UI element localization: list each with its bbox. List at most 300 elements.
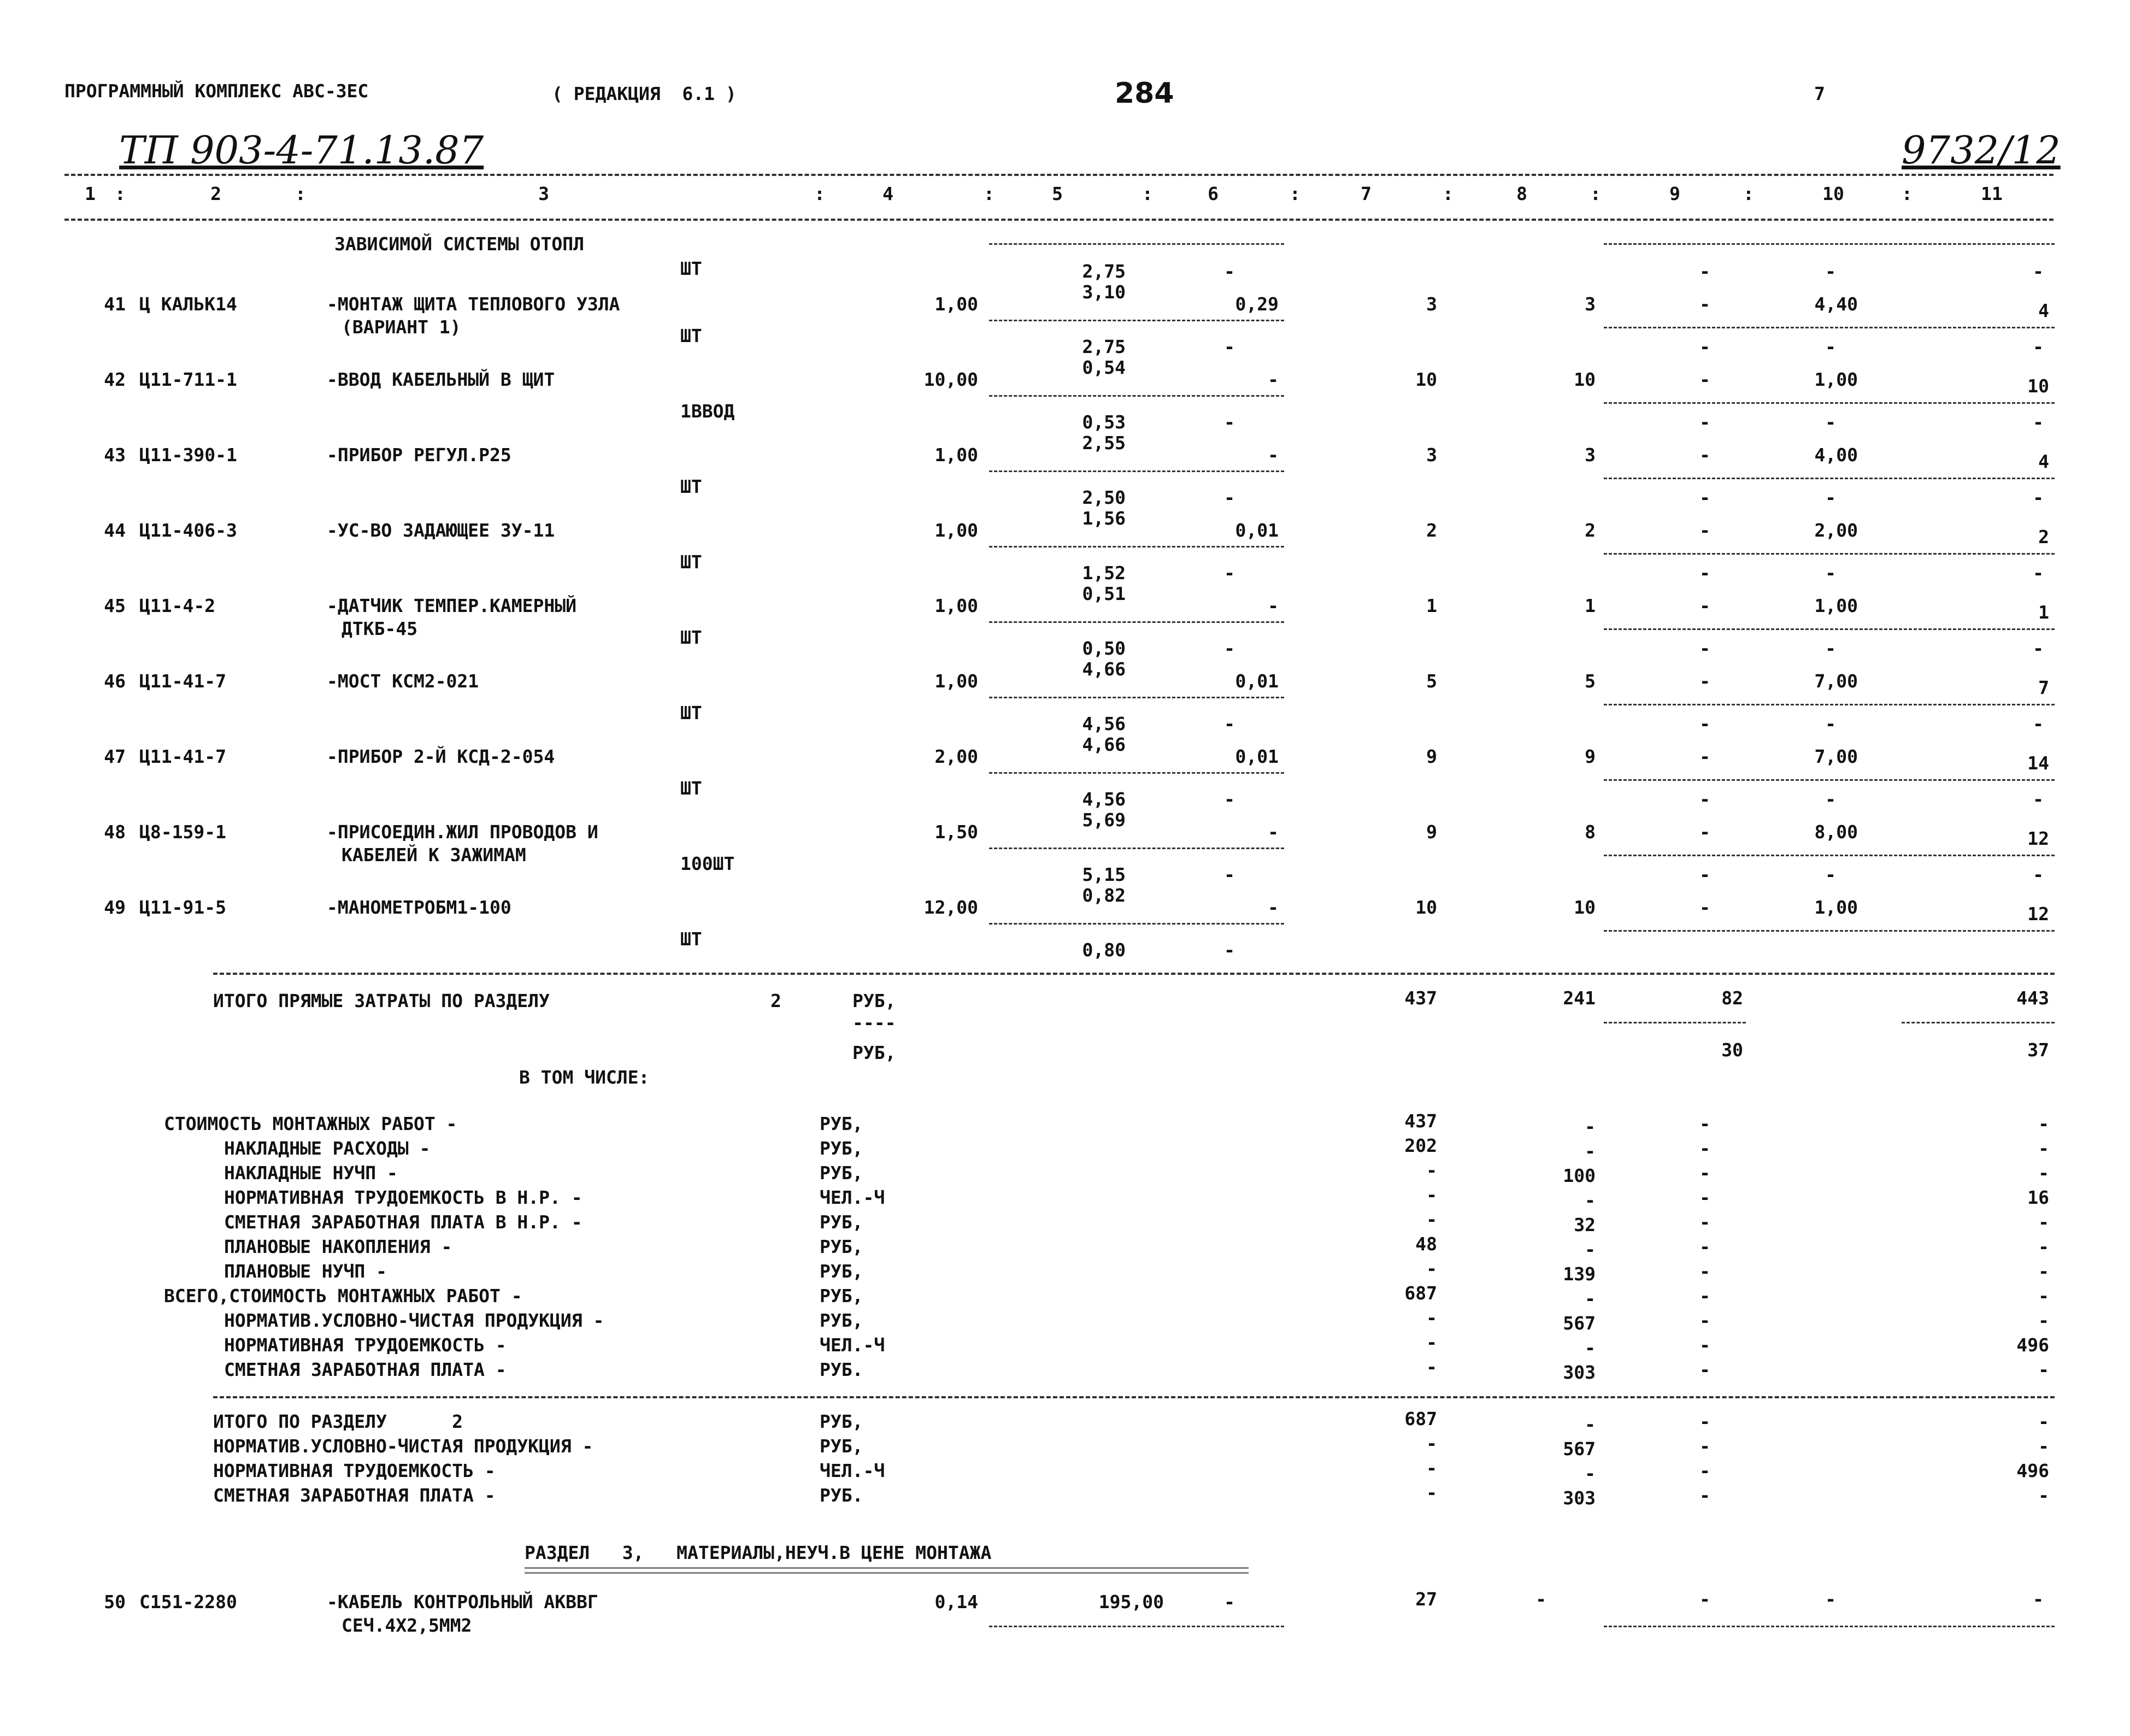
section3-underline xyxy=(525,1567,1249,1574)
row-c11: 12 xyxy=(2027,828,2049,849)
breakdown-c7: 48 xyxy=(1415,1233,1437,1255)
row-c8: 5 xyxy=(1585,670,1596,692)
row-c10: 7,00 xyxy=(1814,746,1858,767)
row-c6: 0,29 xyxy=(1235,293,1279,315)
breakdown-unit: РУБ, xyxy=(820,1261,863,1282)
column-number: 5 xyxy=(1052,183,1063,204)
row-name-cont: (ВАРИАНТ 1) xyxy=(342,316,461,338)
section-total-c8: 303 xyxy=(1563,1487,1596,1509)
rule xyxy=(1902,1022,2055,1023)
column-number: 7 xyxy=(1361,183,1372,204)
breakdown-c7: - xyxy=(1426,1160,1437,1181)
column-separator: : xyxy=(1290,183,1301,204)
s3-row-c8: - xyxy=(1535,1588,1546,1610)
row-c11-upper: - xyxy=(2033,336,2044,357)
rule xyxy=(989,320,1284,321)
row-c8: 1 xyxy=(1585,595,1596,616)
column-number: 10 xyxy=(1822,183,1844,204)
row-number: 47 xyxy=(104,746,126,767)
row-c10-upper: - xyxy=(1825,713,1836,734)
breakdown-label: НОРМАТИВНАЯ ТРУДОЕМКОСТЬ - xyxy=(224,1334,507,1356)
breakdown-c11: 496 xyxy=(2016,1334,2049,1356)
row-price-lower: 4,56 xyxy=(1082,713,1126,734)
row-price: 4,66 xyxy=(1082,658,1126,680)
breakdown-unit: ЧЕЛ.-Ч xyxy=(820,1334,885,1356)
row-c7: 3 xyxy=(1426,293,1437,315)
first-unit: ШТ xyxy=(680,258,702,279)
section3-title: РАЗДЕЛ 3, МАТЕРИАЛЫ,НЕУЧ.В ЦЕНЕ МОНТАЖА xyxy=(525,1542,992,1563)
column-number: 6 xyxy=(1208,183,1219,204)
column-separator: : xyxy=(115,183,126,204)
breakdown-c11: - xyxy=(2038,1261,2049,1282)
row-c6: - xyxy=(1268,821,1279,843)
row-name-cont: ДТКБ-45 xyxy=(342,618,418,639)
rule xyxy=(1604,1022,1746,1023)
direct-costs-unit: РУБ, xyxy=(852,990,896,1011)
row-c9: - xyxy=(1699,746,1710,767)
rule xyxy=(1604,327,2055,328)
row-c7: 5 xyxy=(1426,670,1437,692)
direct-costs-c9: 82 xyxy=(1721,987,1743,1009)
s3-row-c6: - xyxy=(1224,1591,1235,1613)
sub-c11: 37 xyxy=(2027,1039,2049,1061)
row-price-lower: 0,50 xyxy=(1082,638,1126,659)
breakdown-label: ВСЕГО,СТОИМОСТЬ МОНТАЖНЫХ РАБОТ - xyxy=(164,1285,522,1307)
row-unit: ШТ xyxy=(680,928,702,950)
row-quantity: 10,00 xyxy=(923,369,978,390)
breakdown-unit: РУБ, xyxy=(820,1113,863,1134)
row-name: -МАНОМЕТРОБМ1-100 xyxy=(327,897,511,918)
archive-code: 9732/12 xyxy=(1902,128,2061,173)
row-quantity: 2,00 xyxy=(934,746,978,767)
row-number: 45 xyxy=(104,595,126,616)
row-c11: 12 xyxy=(2027,903,2049,925)
row-c10-upper: - xyxy=(1825,562,1836,584)
row-c9: - xyxy=(1699,369,1710,390)
row-number: 42 xyxy=(104,369,126,390)
row-c8: 8 xyxy=(1585,821,1596,843)
section-total-c7: - xyxy=(1426,1482,1437,1503)
section-total-c11: - xyxy=(2038,1485,2049,1506)
section-total-c7: - xyxy=(1426,1457,1437,1479)
sub-unit: РУБ, xyxy=(852,1042,896,1063)
breakdown-c9: - xyxy=(1699,1211,1710,1233)
row-c7: 3 xyxy=(1426,444,1437,466)
direct-costs-label: ИТОГО ПРЯМЫЕ ЗАТРАТЫ ПО РАЗДЕЛУ xyxy=(213,990,550,1011)
breakdown-c9: - xyxy=(1699,1113,1710,1134)
row-c10: 1,00 xyxy=(1814,595,1858,616)
section-total-unit: ЧЕЛ.-Ч xyxy=(820,1460,885,1481)
breakdown-c9: - xyxy=(1699,1285,1710,1307)
row-number: 43 xyxy=(104,444,126,466)
column-separator: : xyxy=(295,183,306,204)
breakdown-label: НАКЛАДНЫЕ РАСХОДЫ - xyxy=(224,1138,431,1159)
breakdown-c8: - xyxy=(1585,1140,1596,1162)
row-unit: ШТ xyxy=(680,551,702,573)
section-total-rule xyxy=(213,1396,2055,1398)
row-c11: 1 xyxy=(2038,602,2049,623)
breakdown-c8: - xyxy=(1585,1239,1596,1260)
breakdown-unit: РУБ, xyxy=(820,1138,863,1159)
breakdown-c11: 16 xyxy=(2027,1187,2049,1208)
column-number: 1 xyxy=(85,183,96,204)
row-price: 5,69 xyxy=(1082,809,1126,831)
row-c8: 3 xyxy=(1585,444,1596,466)
row-c9: - xyxy=(1699,670,1710,692)
page-number: 284 xyxy=(1115,77,1174,110)
row-c10: 1,00 xyxy=(1814,369,1858,390)
row-c6-lower: - xyxy=(1224,336,1235,357)
section-total-label: СМЕТНАЯ ЗАРАБОТНАЯ ПЛАТА - xyxy=(213,1485,496,1506)
s3-row-qty: 0,14 xyxy=(934,1591,978,1613)
s3-row-code: С151-2280 xyxy=(139,1591,237,1613)
breakdown-c7: - xyxy=(1426,1184,1437,1205)
row-quantity: 1,00 xyxy=(934,670,978,692)
breakdown-c7: - xyxy=(1426,1356,1437,1378)
rule xyxy=(989,621,1284,623)
row-code: Ц11-711-1 xyxy=(139,369,237,390)
row-c11: 2 xyxy=(2038,526,2049,548)
header-rule-bottom xyxy=(64,219,2053,221)
breakdown-c8: - xyxy=(1585,1190,1596,1211)
row-c8: 10 xyxy=(1574,897,1596,918)
row-c8: 10 xyxy=(1574,369,1596,390)
row-price: 1,56 xyxy=(1082,508,1126,529)
row-name: -ПРИБОР РЕГУЛ.Р25 xyxy=(327,444,511,466)
row-c11: 4 xyxy=(2038,300,2049,321)
row-number: 46 xyxy=(104,670,126,692)
s3-row-no: 50 xyxy=(104,1591,126,1613)
row-c9: - xyxy=(1699,293,1710,315)
column-number: 3 xyxy=(538,183,549,204)
row-c11: 10 xyxy=(2027,375,2049,397)
rule xyxy=(1604,704,2055,705)
row-price: 4,66 xyxy=(1082,734,1126,755)
breakdown-c8: - xyxy=(1585,1288,1596,1309)
column-separator: : xyxy=(1590,183,1601,204)
breakdown-unit: РУБ, xyxy=(820,1162,863,1184)
row-c10: 2,00 xyxy=(1814,520,1858,541)
row-quantity: 12,00 xyxy=(923,897,978,918)
row-unit: ШТ xyxy=(680,778,702,799)
row-c10: 4,00 xyxy=(1814,444,1858,466)
section-total-c11: 496 xyxy=(2016,1460,2049,1481)
column-separator: : xyxy=(814,183,825,204)
section-total-c8: - xyxy=(1585,1463,1596,1484)
row-c7: 2 xyxy=(1426,520,1437,541)
breakdown-c11: - xyxy=(2038,1310,2049,1331)
project-code: ТП 903-4-71.13.87 xyxy=(119,128,484,173)
row-c10-upper: - xyxy=(1825,336,1836,357)
including-label: В ТОМ ЧИСЛЕ: xyxy=(519,1067,650,1088)
row-code: Ц11-41-7 xyxy=(139,746,226,767)
row-c11-upper: - xyxy=(2033,487,2044,508)
row-price-upper: 2,75 xyxy=(1082,261,1126,282)
breakdown-label: НОРМАТИВНАЯ ТРУДОЕМКОСТЬ В Н.Р. - xyxy=(224,1187,582,1208)
row-c9-upper: - xyxy=(1699,864,1710,885)
breakdown-c11: - xyxy=(2038,1113,2049,1134)
column-separator: : xyxy=(1142,183,1153,204)
breakdown-c8: - xyxy=(1585,1116,1596,1137)
row-unit: ШТ xyxy=(680,476,702,497)
row-unit: ШТ xyxy=(680,702,702,723)
row-unit: ШТ xyxy=(680,325,702,346)
section-total-label: НОРМАТИВНАЯ ТРУДОЕМКОСТЬ - xyxy=(213,1460,496,1481)
rule xyxy=(1604,779,2055,781)
rule xyxy=(989,470,1284,472)
row-c11: 14 xyxy=(2027,752,2049,774)
rule xyxy=(1604,553,2055,555)
section-total-label: ИТОГО ПО РАЗДЕЛУ 2 xyxy=(213,1411,463,1432)
section-total-unit: РУБ, xyxy=(820,1411,863,1432)
rule xyxy=(1604,855,2055,856)
row-name: -МОСТ КСМ2-021 xyxy=(327,670,479,692)
row-c8: 3 xyxy=(1585,293,1596,315)
row-c9-upper: - xyxy=(1699,562,1710,584)
section-total-unit: РУБ. xyxy=(820,1485,863,1506)
row-c9-upper: - xyxy=(1699,411,1710,433)
breakdown-c7: 202 xyxy=(1404,1135,1437,1156)
sub-c9: 30 xyxy=(1721,1039,1743,1061)
row-c11-upper: - xyxy=(2033,638,2044,659)
breakdown-c7: - xyxy=(1426,1332,1437,1353)
s3-row-name: -КАБЕЛЬ КОНТРОЛЬНЫЙ АКВВГ xyxy=(327,1591,598,1613)
row-c9: - xyxy=(1699,897,1710,918)
rule xyxy=(1604,1626,2055,1627)
row-name: -ВВОД КАБЕЛЬНЫЙ В ЩИТ xyxy=(327,369,555,390)
program-name: ПРОГРАММНЫЙ КОМПЛЕКС АВС-3ЕС xyxy=(64,80,369,102)
row-c11-upper: - xyxy=(2033,411,2044,433)
rule xyxy=(1604,478,2055,479)
section-total-c7: - xyxy=(1426,1433,1437,1454)
rule xyxy=(989,1626,1284,1627)
column-number: 11 xyxy=(1981,183,2003,204)
edition-label: ( РЕДАКЦИЯ 6.1 ) xyxy=(552,83,737,104)
row-c6: 0,01 xyxy=(1235,520,1279,541)
row-c6-lower: - xyxy=(1224,713,1235,734)
row-c6: - xyxy=(1268,595,1279,616)
column-separator: : xyxy=(984,183,995,204)
row-number: 48 xyxy=(104,821,126,843)
column-separator: : xyxy=(1743,183,1754,204)
row-c9-upper: - xyxy=(1699,336,1710,357)
breakdown-c7: 687 xyxy=(1404,1282,1437,1304)
s3-row-c11: - xyxy=(2033,1588,2044,1610)
rule xyxy=(989,546,1284,548)
row-price-lower: 0,53 xyxy=(1082,411,1126,433)
s3-row-c9: - xyxy=(1699,1588,1710,1610)
row-c6-lower: - xyxy=(1224,411,1235,433)
row-c7: 10 xyxy=(1415,369,1437,390)
row-price-lower: 0,80 xyxy=(1082,939,1126,961)
section-total-c11: - xyxy=(2038,1435,2049,1457)
section-total-c8: 567 xyxy=(1563,1438,1596,1460)
row-c9: - xyxy=(1699,520,1710,541)
breakdown-c8: 303 xyxy=(1563,1362,1596,1383)
row-code: Ц11-41-7 xyxy=(139,670,226,692)
row-unit: ШТ xyxy=(680,627,702,648)
row-price: 0,54 xyxy=(1082,357,1126,378)
breakdown-c11: - xyxy=(2038,1211,2049,1233)
totals-rule xyxy=(213,973,2055,975)
breakdown-unit: РУБ. xyxy=(820,1359,863,1380)
row-c6: 0,01 xyxy=(1235,670,1279,692)
section-total-c8: - xyxy=(1585,1414,1596,1435)
row-c10-upper: - xyxy=(1825,638,1836,659)
row-quantity: 1,00 xyxy=(934,595,978,616)
row-c6: 0,01 xyxy=(1235,746,1279,767)
rule xyxy=(989,923,1284,925)
row-c10: 8,00 xyxy=(1814,821,1858,843)
row-c11-upper: - xyxy=(2033,864,2044,885)
row-c10-upper: - xyxy=(1825,411,1836,433)
row-code: Ц8-159-1 xyxy=(139,821,226,843)
row-name: -ПРИБОР 2-Й КСД-2-054 xyxy=(327,746,555,767)
rule xyxy=(1604,243,2055,245)
row-c6-lower: - xyxy=(1224,788,1235,810)
row-c10: 4,40 xyxy=(1814,293,1858,315)
breakdown-label: СТОИМОСТЬ МОНТАЖНЫХ РАБОТ - xyxy=(164,1113,457,1134)
section-total-c11: - xyxy=(2038,1411,2049,1432)
row-c9: - xyxy=(1699,821,1710,843)
breakdown-c9: - xyxy=(1699,1162,1710,1184)
s3-row-name2: СЕЧ.4Х2,5ММ2 xyxy=(342,1615,472,1636)
row-number: 41 xyxy=(104,293,126,315)
column-number: 2 xyxy=(210,183,221,204)
row-c10-upper: - xyxy=(1825,487,1836,508)
section-total-c9: - xyxy=(1699,1435,1710,1457)
row-name: -МОНТАЖ ЩИТА ТЕПЛОВОГО УЗЛА xyxy=(327,293,620,315)
section-total-label: НОРМАТИВ.УСЛОВНО-ЧИСТАЯ ПРОДУКЦИЯ - xyxy=(213,1435,593,1457)
row-name: -ДАТЧИК ТЕМПЕР.КАМЕРНЫЙ xyxy=(327,595,576,616)
rule xyxy=(1604,628,2055,630)
breakdown-label: СМЕТНАЯ ЗАРАБОТНАЯ ПЛАТА В Н.Р. - xyxy=(224,1211,582,1233)
row-c7: 9 xyxy=(1426,821,1437,843)
breakdown-unit: РУБ, xyxy=(820,1236,863,1257)
direct-costs-c8: 241 xyxy=(1563,987,1596,1009)
s3-row-c10: - xyxy=(1825,1588,1836,1610)
column-number: 9 xyxy=(1669,183,1680,204)
breakdown-c9: - xyxy=(1699,1334,1710,1356)
row-c6: - xyxy=(1268,444,1279,466)
breakdown-c8: - xyxy=(1585,1337,1596,1358)
breakdown-c11: - xyxy=(2038,1359,2049,1380)
section-total-c9: - xyxy=(1699,1485,1710,1506)
row-code: Ц11-390-1 xyxy=(139,444,237,466)
rule xyxy=(989,697,1284,698)
breakdown-c9: - xyxy=(1699,1138,1710,1159)
row-c9: - xyxy=(1699,595,1710,616)
breakdown-c7: 437 xyxy=(1404,1110,1437,1132)
row-name: -УС-ВО ЗАДАЮЩЕЕ ЗУ-11 xyxy=(327,520,555,541)
column-separator: : xyxy=(1443,183,1454,204)
rule xyxy=(1604,402,2055,404)
row-c7: 1 xyxy=(1426,595,1437,616)
row-c11-upper: - xyxy=(2033,713,2044,734)
breakdown-c9: - xyxy=(1699,1236,1710,1257)
row-number: 44 xyxy=(104,520,126,541)
row-c11-upper: - xyxy=(2033,788,2044,810)
row-c10: 7,00 xyxy=(1814,670,1858,692)
row-code: Ц11-406-3 xyxy=(139,520,237,541)
row-number: 49 xyxy=(104,897,126,918)
row-c9-upper: - xyxy=(1699,788,1710,810)
sheet-number: 7 xyxy=(1814,83,1825,104)
s3-row-c7: 27 xyxy=(1415,1588,1437,1610)
row-name-cont: КАБЕЛЕЙ К ЗАЖИМАМ xyxy=(342,844,526,866)
breakdown-label: СМЕТНАЯ ЗАРАБОТНАЯ ПЛАТА - xyxy=(224,1359,507,1380)
row-code: Ц11-4-2 xyxy=(139,595,216,616)
rule xyxy=(989,772,1284,774)
row-price: 2,55 xyxy=(1082,432,1126,454)
breakdown-c9: - xyxy=(1699,1310,1710,1331)
breakdown-c11: - xyxy=(2038,1285,2049,1307)
breakdown-unit: РУБ, xyxy=(820,1310,863,1331)
breakdown-label: ПЛАНОВЫЕ НАКОПЛЕНИЯ - xyxy=(224,1236,452,1257)
row-c10-upper: - xyxy=(1825,864,1836,885)
row-c9-upper: - xyxy=(1699,713,1710,734)
row-price-lower: 2,50 xyxy=(1082,487,1126,508)
breakdown-c7: - xyxy=(1426,1307,1437,1328)
row-c6: - xyxy=(1268,897,1279,918)
s3-row-price: 195,00 xyxy=(1098,1591,1164,1613)
column-separator: : xyxy=(1902,183,1913,204)
breakdown-label: НОРМАТИВ.УСЛОВНО-ЧИСТАЯ ПРОДУКЦИЯ - xyxy=(224,1310,604,1331)
section-total-c9: - xyxy=(1699,1411,1710,1432)
row-price-lower: 5,15 xyxy=(1082,864,1126,885)
row-price-lower: 1,52 xyxy=(1082,562,1126,584)
row-c6-lower: - xyxy=(1224,864,1235,885)
row-price: 3,10 xyxy=(1082,281,1126,303)
column-number: 4 xyxy=(882,183,893,204)
row-quantity: 1,00 xyxy=(934,520,978,541)
section-total-unit: РУБ, xyxy=(820,1435,863,1457)
row-c6-lower: - xyxy=(1224,638,1235,659)
row-price-lower: 2,75 xyxy=(1082,336,1126,357)
breakdown-c8: 567 xyxy=(1563,1313,1596,1334)
row-quantity: 1,00 xyxy=(934,444,978,466)
row-c6-upper: - xyxy=(1224,261,1235,282)
breakdown-unit: РУБ, xyxy=(820,1285,863,1307)
breakdown-c11: - xyxy=(2038,1138,2049,1159)
row-quantity: 1,50 xyxy=(934,821,978,843)
row-c9-upper: - xyxy=(1699,638,1710,659)
row-quantity: 1,00 xyxy=(934,293,978,315)
row-c11-upper: - xyxy=(2033,261,2044,282)
breakdown-c11: - xyxy=(2038,1162,2049,1184)
direct-costs-dashes: ---- xyxy=(852,1012,896,1033)
row-c11: 7 xyxy=(2038,677,2049,698)
section-total-c9: - xyxy=(1699,1460,1710,1481)
column-number: 8 xyxy=(1516,183,1527,204)
row-unit: 1ВВОД xyxy=(680,401,735,422)
row-c11: 4 xyxy=(2038,451,2049,472)
row-price: 0,51 xyxy=(1082,583,1126,604)
row-c11-upper: - xyxy=(2033,562,2044,584)
row-price: 0,82 xyxy=(1082,885,1126,906)
breakdown-c7: - xyxy=(1426,1209,1437,1230)
row-c10-upper: - xyxy=(1825,261,1836,282)
row-c10-upper: - xyxy=(1825,788,1836,810)
row-code: Ц11-91-5 xyxy=(139,897,226,918)
row-c8: 9 xyxy=(1585,746,1596,767)
direct-costs-c11: 443 xyxy=(2016,987,2049,1009)
breakdown-label: ПЛАНОВЫЕ НУЧП - xyxy=(224,1261,387,1282)
breakdown-c9: - xyxy=(1699,1187,1710,1208)
row-c9-upper: - xyxy=(1699,487,1710,508)
breakdown-c9: - xyxy=(1699,1359,1710,1380)
direct-costs-section: 2 xyxy=(770,990,781,1011)
